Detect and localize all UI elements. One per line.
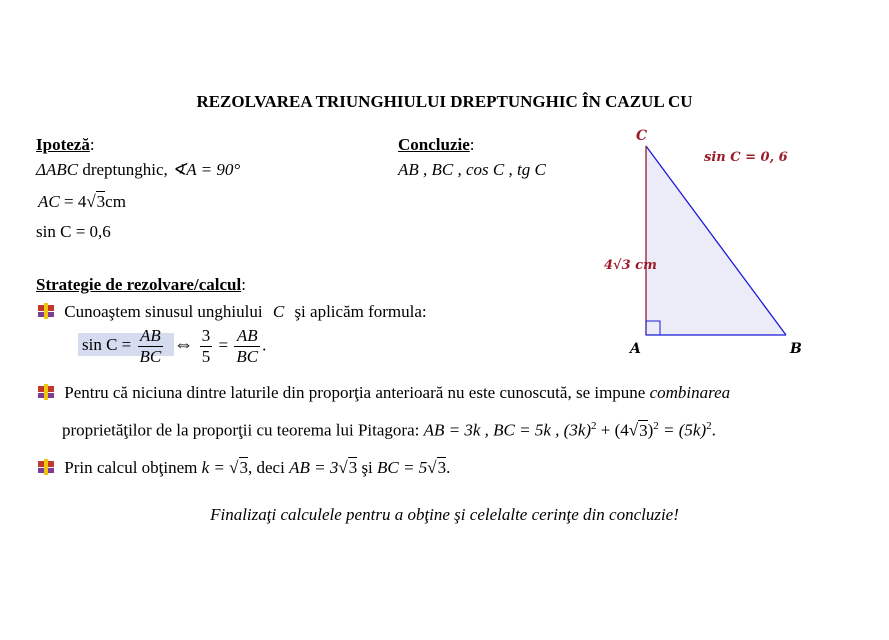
vertex-b: B xyxy=(790,341,802,357)
concluzie-items: AB , BC , cos C , tg C xyxy=(398,160,546,179)
bullet-icon xyxy=(38,303,54,319)
side-ac-label: 4√3 cm xyxy=(604,258,657,273)
ipoteza-heading: Ipoteză: xyxy=(36,135,95,154)
triangle-diagram xyxy=(590,120,830,360)
page-title: REZOLVAREA TRIUNGHIULUI DREPTUNGHIC ÎN CAZUL CU xyxy=(196,92,693,111)
bullet-1: Cunoaştem sinusul unghiului C şi aplicăm formula: xyxy=(38,302,427,322)
formula-highlight: sin C = $\frac{AB}{BC}$ xyxy=(78,333,174,356)
concluzie-heading: Concluzie: xyxy=(398,135,475,154)
bullet-2-line2: proprietăţilor de la proporţii cu teorema lui Pitagora: AB = 3k , BC = 5k , $(3k)^2 + (4√3)^2 = (5k)^2$. xyxy=(62,420,716,440)
vertex-c: C xyxy=(636,128,648,144)
ipoteza-line2: AC = 4√3cm xyxy=(38,192,126,211)
ipoteza-line1: ΔABC dreptunghic, ∢A = 90° xyxy=(36,160,241,179)
strategie-heading: Strategie de rezolvare/calcul: xyxy=(36,275,246,294)
ipoteza-line3: sin C = 0,6 xyxy=(36,222,111,241)
bullet-icon xyxy=(38,384,54,400)
bullet-3: Prin calcul obţinem k = √3, deci AB = 3√3 şi BC = 5√3. xyxy=(38,458,450,478)
formula-sin: sin C = $\frac{AB}{BC}$ ⇔ $\frac{3}{5}$ = $\frac{AB}{BC}$ . xyxy=(78,326,266,367)
bullet-2: Pentru că niciuna dintre laturile din proporţia anterioară nu este cunoscută, se impune combinarea xyxy=(38,383,730,403)
vertex-a: A xyxy=(630,341,641,357)
sin-c-label: sin C = 0, 6 xyxy=(704,150,788,165)
bullet-icon xyxy=(38,459,54,475)
footer-instruction: Finalizaţi calculele pentru a obţine şi celelalte cerinţe din concluzie! xyxy=(210,505,679,524)
